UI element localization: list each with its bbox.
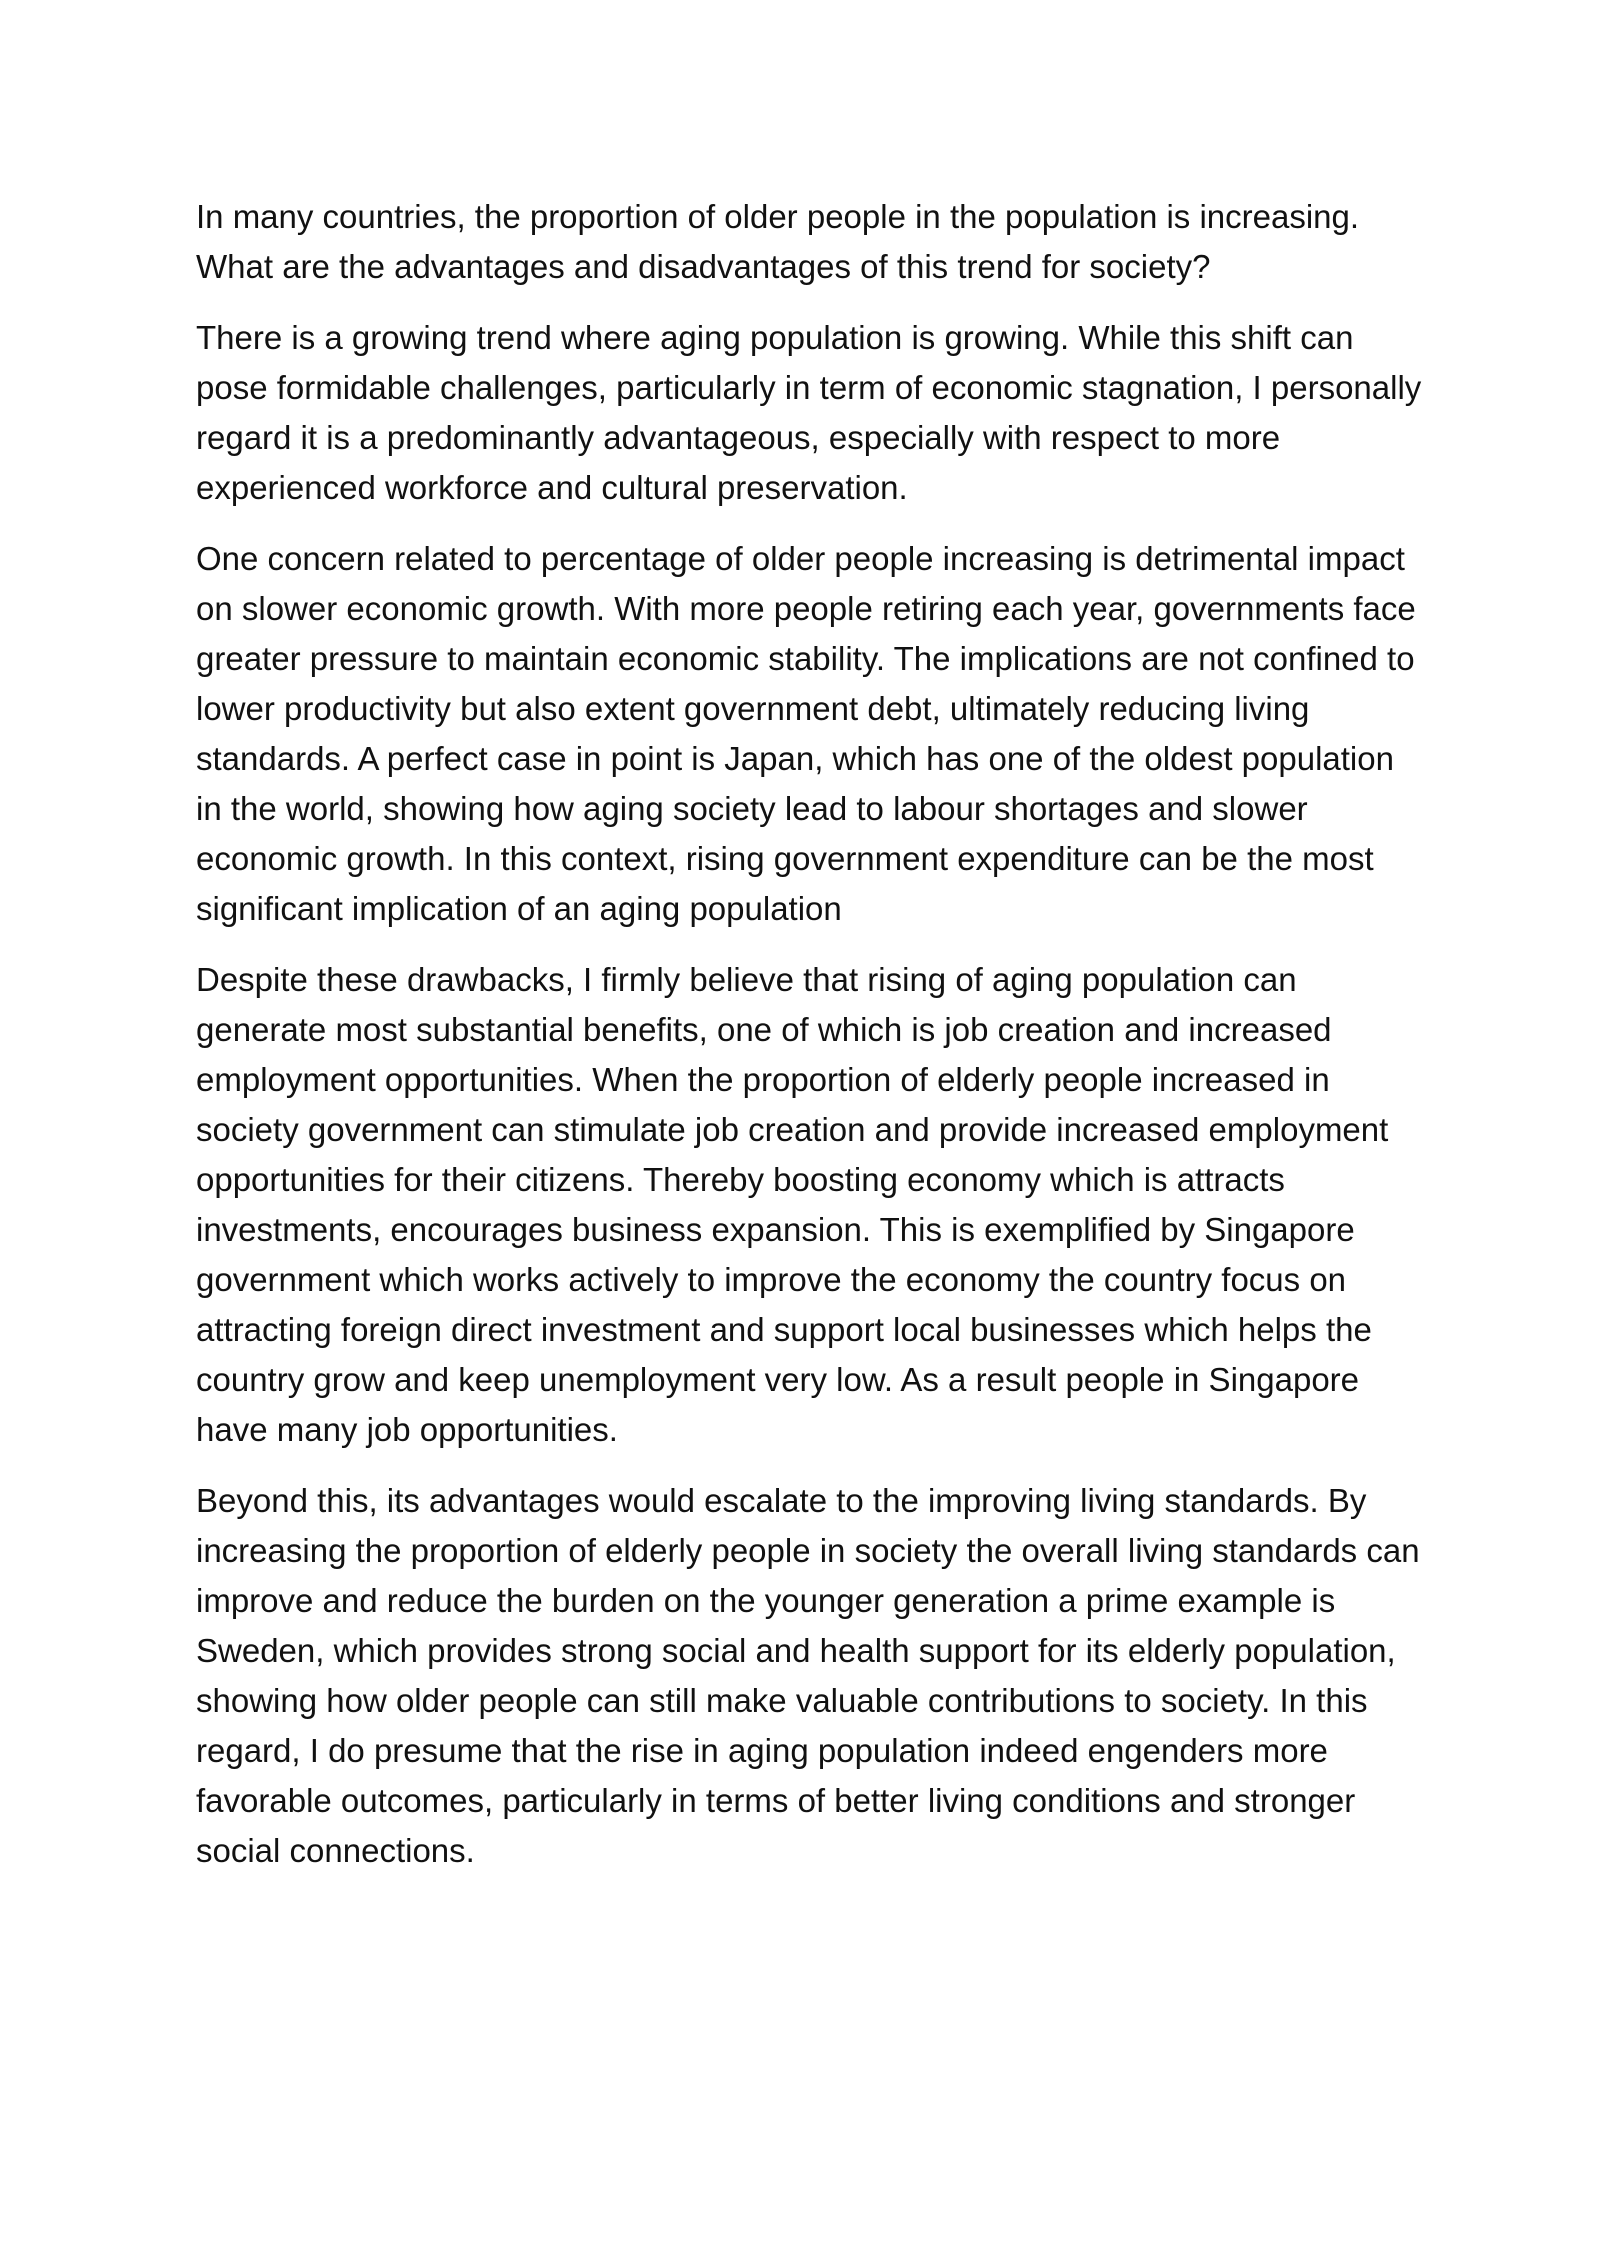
document-body: [196, 192, 1426, 1897]
conclusion-paragraph: Beyond this, its advantages would escalate to the improving living standards. By increasing the proportion of elderly people in society the overall living standards can improve and reduce the burden on the younger generation a prime example is Sweden, which provides strong social and health support for its elderly population, showing how older people can still make valuable contributions to society. In this regard, I do presume that the rise in aging population indeed engenders more favorable outcomes, particularly in terms of better living conditions and stronger social connections.: [196, 1482, 1420, 1869]
essay-question: In many countries, the proportion of older people in the population is increasing. What are the advantages and disadvantages of this trend for society?: [196, 198, 1360, 285]
advantage-paragraph: Despite these drawbacks, I firmly believe that rising of aging population can generate most substantial benefits, one of which is job creation and increased employment opportunities. When the proportion of elderly people increased in society government can stimulate job creation and provide increased employment opportunities for their citizens. Thereby boosting economy which is attracts investments, encourages business expansion. This is exemplified by Singapore government which works actively to improve the economy the country focus on attracting foreign direct investment and support local businesses which helps the country grow and keep unemployment very low. As a result people in Singapore have many job opportunities.: [196, 961, 1389, 1448]
introduction-paragraph: There is a growing trend where aging population is growing. While this shift can pose formidable challenges, particularly in term of economic stagnation, I personally regard it is a predominantly advantageous, especially with respect to more experienced workforce and cultural preservation.: [196, 319, 1422, 506]
disadvantage-paragraph: One concern related to percentage of older people increasing is detrimental impact on slower economic growth. With more people retiring each year, governments face greater pressure to maintain economic stability. The implications are not confined to lower productivity but also extent government debt, ultimately reducing living standards. A perfect case in point is Japan, which has one of the oldest population in the world, showing how aging society lead to labour shortages and slower economic growth. In this context, rising government expenditure can be the most significant implication of an aging population: [196, 540, 1416, 927]
